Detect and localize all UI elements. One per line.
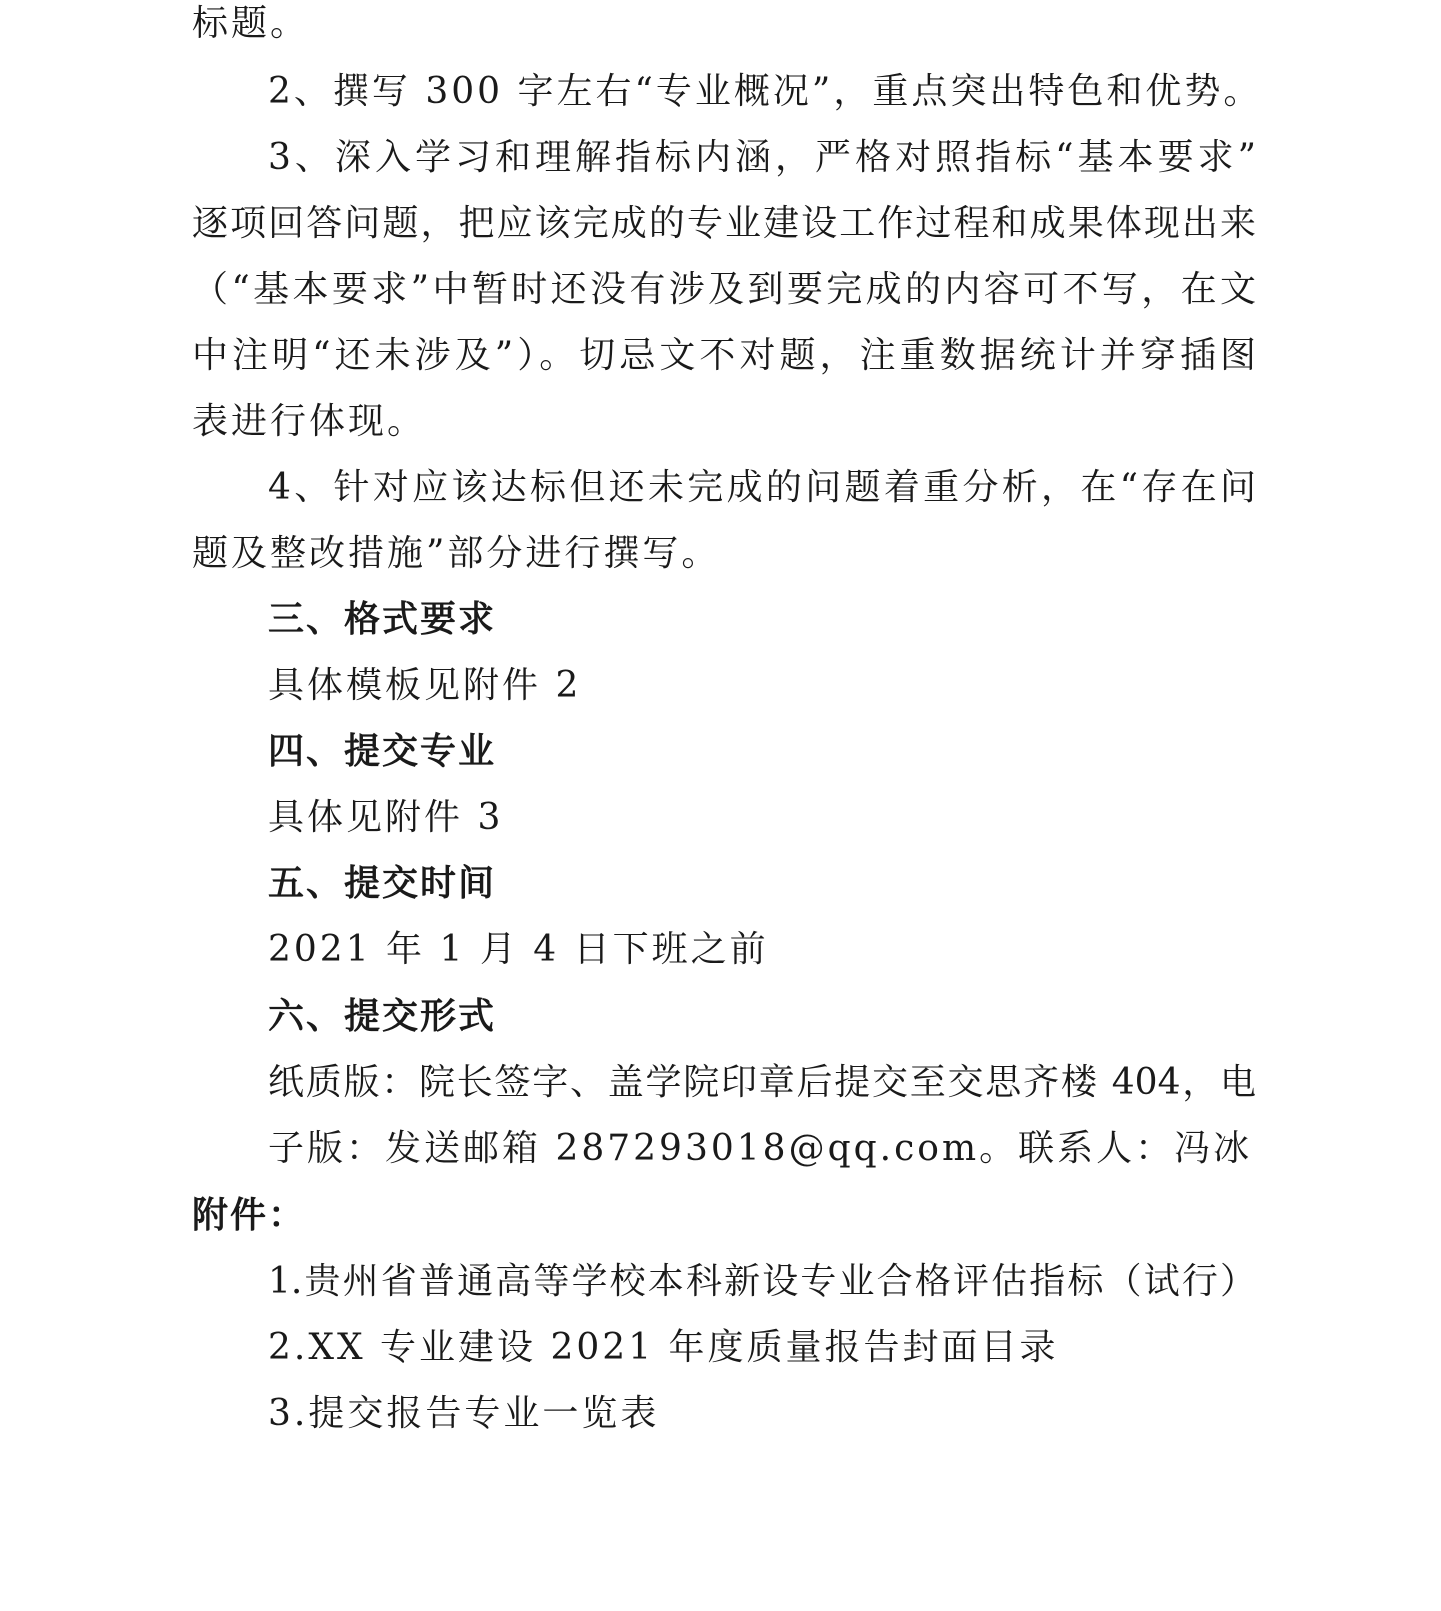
attachment-item: 2.XX 专业建设 2021 年度质量报告封面目录 [268,1327,1059,1368]
attachment-item: 1.贵州省普通高等学校本科新设专业合格评估指标（试行） [268,1261,1256,1302]
section-heading-form: 六、提交形式 [268,996,497,1037]
paragraph-line: 表进行体现。 [192,401,427,442]
paragraph-line: 2021 年 1 月 4 日下班之前 [268,929,769,970]
section-heading-majors: 四、提交专业 [268,731,497,772]
paragraph-line: 逐项回答问题，把应该完成的专业建设工作过程和成果体现出来 [192,203,1256,244]
paragraph-line: 题及整改措施”部分进行撰写。 [192,533,721,574]
section-heading-time: 五、提交时间 [268,863,497,904]
paragraph-line: 子版：发送邮箱 287293018@qq.com。联系人：冯冰 [268,1128,1253,1169]
paragraph-line: 具体见附件 3 [268,797,504,838]
section-heading-format: 三、格式要求 [268,599,497,640]
paragraph-line: 纸质版：院长签字、盖学院印章后提交至交思齐楼 404，电 [268,1062,1256,1103]
paragraph-line: 中注明“还未涉及”）。切忌文不对题，注重数据统计并穿插图 [192,335,1256,376]
attachment-item: 3.提交报告专业一览表 [268,1393,660,1434]
paragraph-line: 2、撰写 300 字左右“专业概况”，重点突出特色和优势。 [268,71,1263,112]
paragraph-line: 4、针对应该达标但还未完成的问题着重分析，在“存在问 [268,467,1256,508]
paragraph-line: 3、深入学习和理解指标内涵，严格对照指标“基本要求” [268,137,1256,178]
paragraph-line: （“基本要求”中暂时还没有涉及到要完成的内容可不写，在文 [192,269,1256,310]
attachments-heading: 附件： [192,1195,307,1236]
paragraph-line: 具体模板见附件 2 [268,665,582,706]
paragraph-line: 标题。 [192,3,310,44]
